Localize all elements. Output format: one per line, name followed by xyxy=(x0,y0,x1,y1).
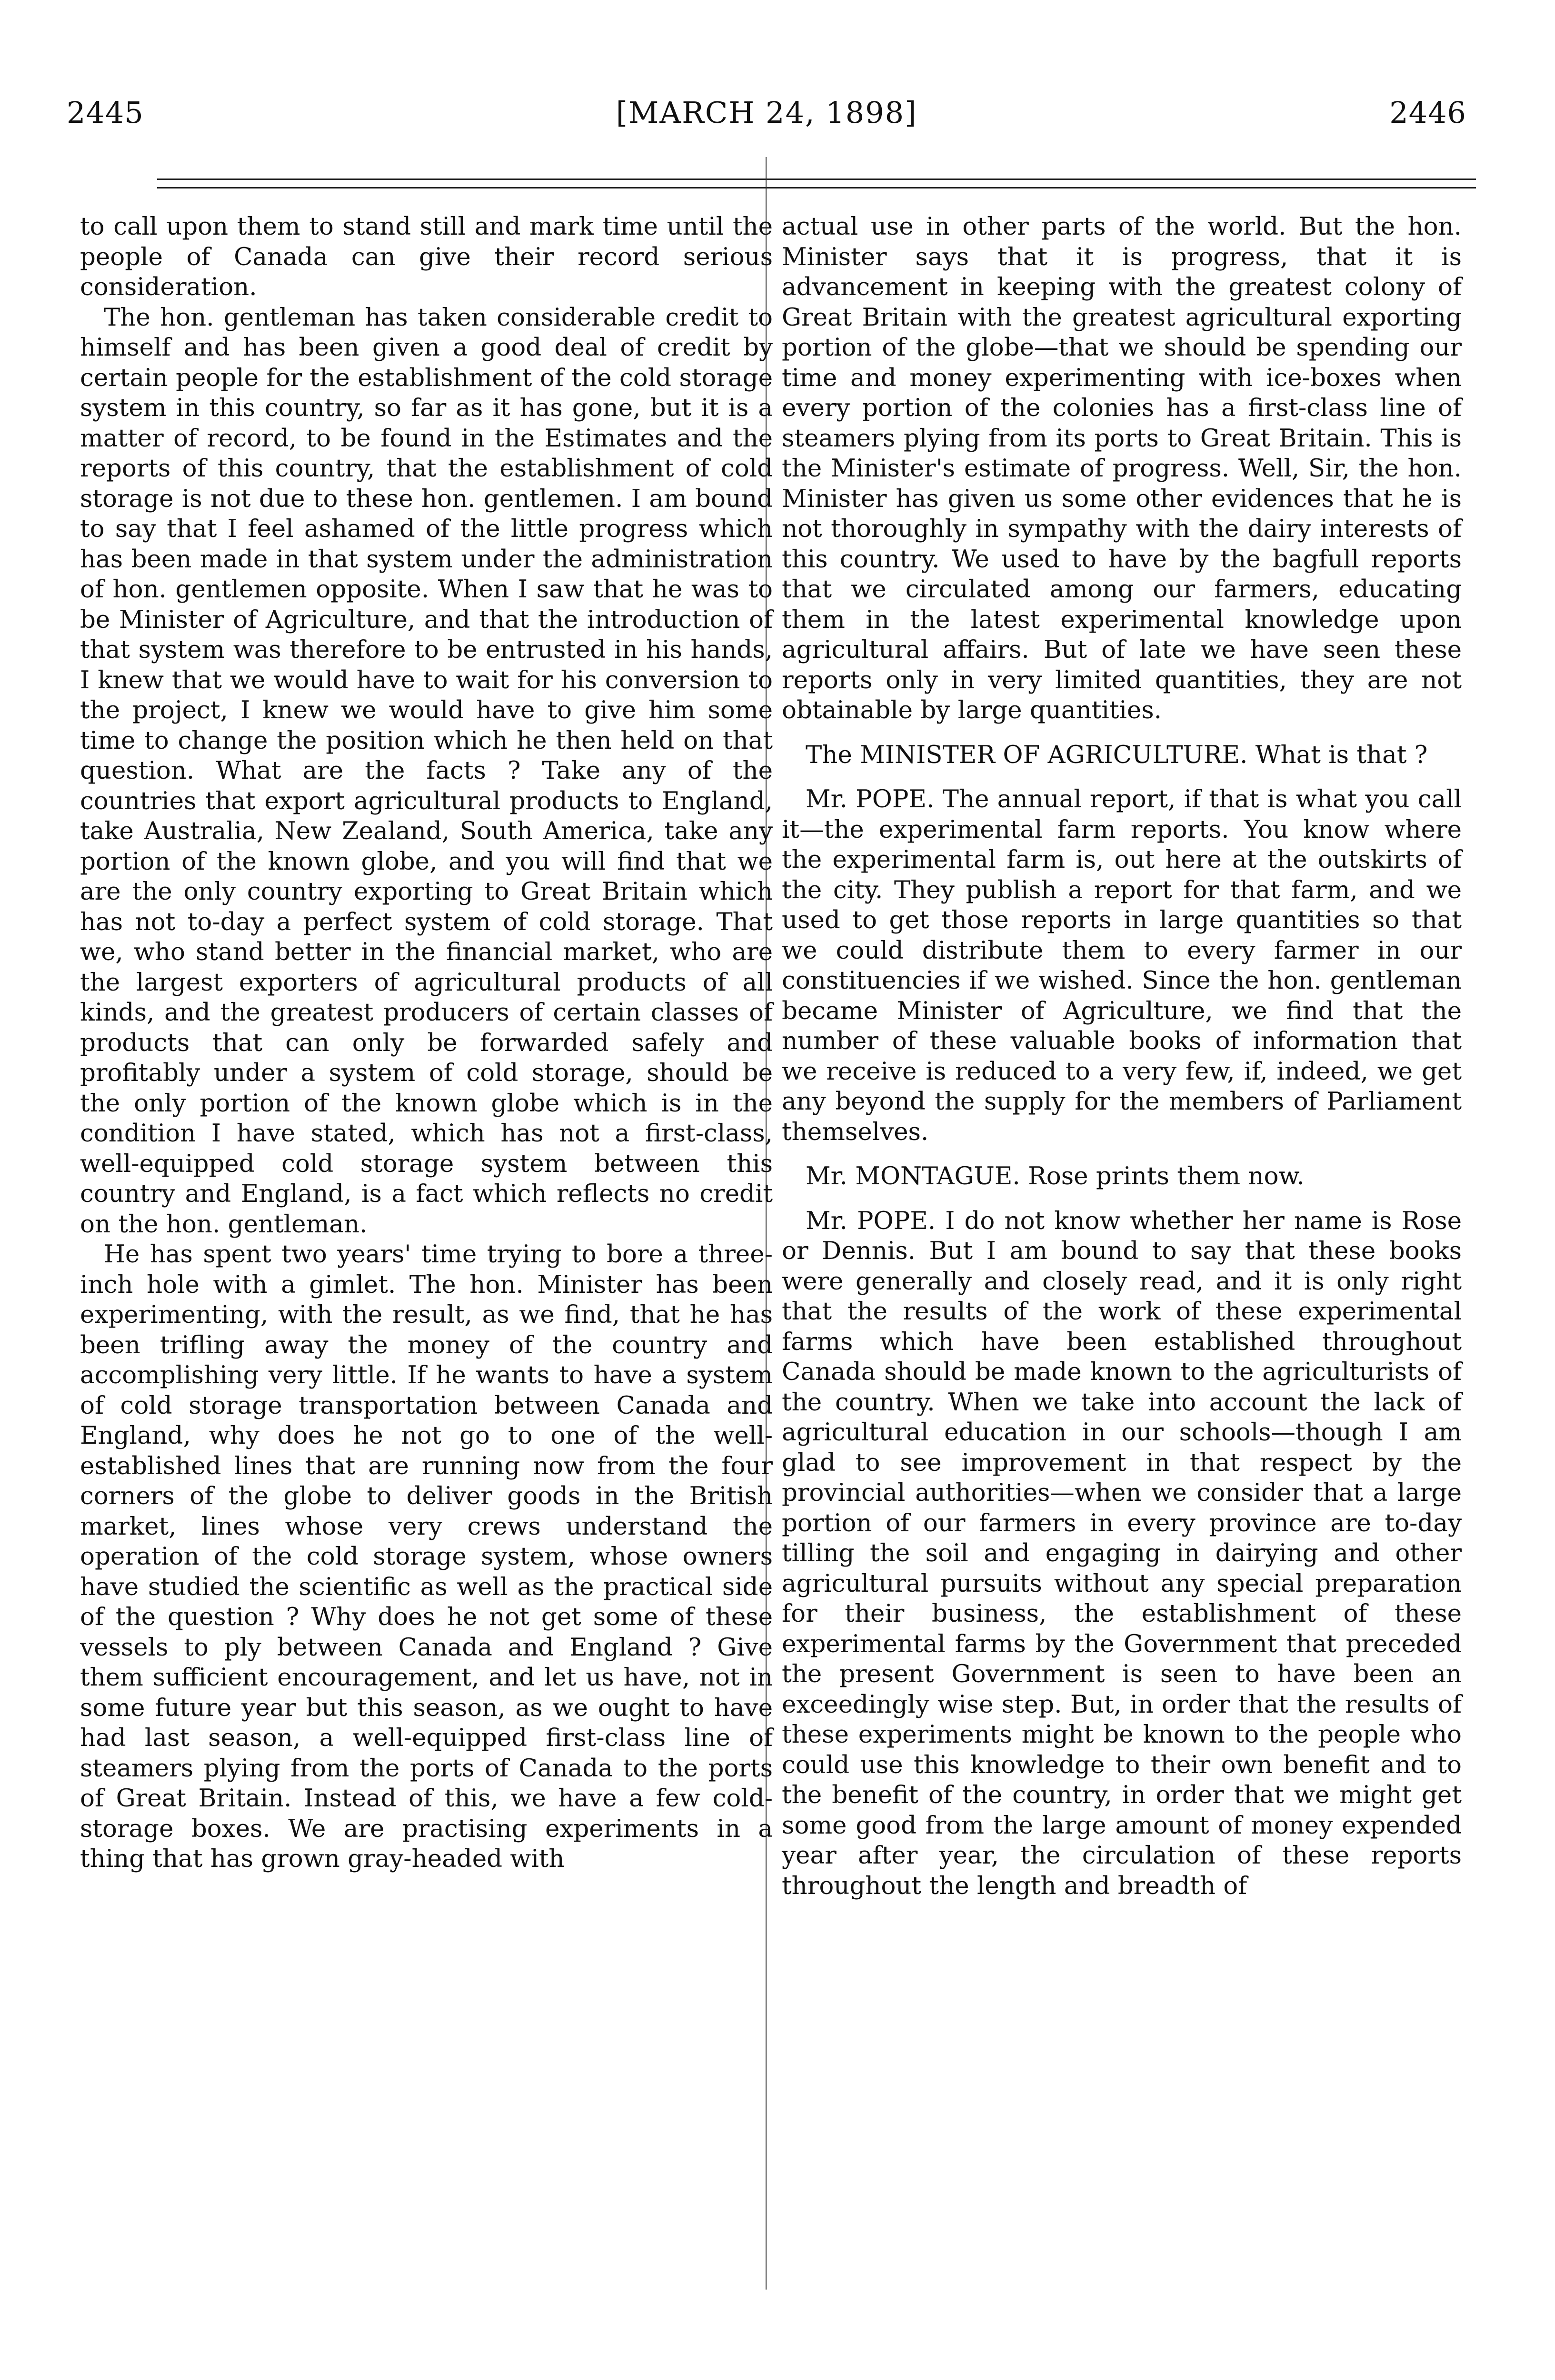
header-rule-top xyxy=(157,178,1476,180)
speech-text: What is that ? xyxy=(1255,740,1428,769)
speech-text: The annual report, if that is what you call it—the experimental farm reports. You know where the experimental farm is, out here at the outskirts of the city. They publish a report for that farm, and we used to get those reports in large quantities so that we could distribute them to every farmer in our constituencies if we wished. Since the hon. gentleman became Minister of Agriculture, we find that the number of these valuable books of information that we receive is reduced to a very few, if, indeed, we get any beyond the supply for the members of Parliament themselves. xyxy=(782,785,1462,1146)
speech-text: I do not know whether her name is Rose or Dennis. But I am bound to say that these books were generally and closely read, and it is only right that the results of the work of these experimental farms which have been established throughout Canada should be made known to the agriculturists of the country. When we take into account the lack of agricultural education in our schools—though I am glad to see improvement in that respect by the provincial authorities—when we consider that a large portion of our farmers in every province are to-day tilling the soil and engaging in dairying and other agricultural pursuits without any special preparation for their business, the establishment of these experimental farms by the Government that preceded the present Government is seen to have been an exceedingly wise step. But, in order that the results of these experiments might be known to the people who could use this knowledge to their own benefit and to the benefit of the country, in order that we might get some good from the large amount of money expended year after year, the circulation of these reports throughout the length and breadth of xyxy=(782,1206,1462,1900)
paragraph: to call upon them to stand still and mark time until the people of Canada can give their record serious consideration. xyxy=(80,212,773,301)
speech-paragraph xyxy=(782,1161,1462,1192)
header-rule-bottom xyxy=(157,187,1476,188)
left-column xyxy=(80,212,773,1874)
paragraph: The hon. gentleman has taken considerable credit to himself and has been given a good deal of credit by certain people for the establishment of the cold storage system in this country, so far as it has gone, but it is a matter of record, to be found in the Estimates and the reports of this country, that the establishment of cold storage is not due to these hon. gentlemen. I am bound to say that I feel ashamed of the little progress which has been made in that system under the administration of hon. gentlemen opposite. When I saw that he was to be Minister of Agriculture, and that the introduction of that system was therefore to be entrusted in his hands, I knew that we would have to wait for his conversion to the project, I knew we would have to give him some time to change the position which he then held on that question. What are the facts ? Take any of the countries that export agricultural products to England, take Australia, New Zealand, South America, take any portion of the known globe, and you will find that we are the only country exporting to Great Britain which has not to-day a perfect system of cold storage. That we, who stand better in the financial market, who are the largest exporters of agricultural products of all kinds, and the greatest producers of certain classes of products that can only be forwarded safely and profitably under a system of cold storage, should be the only portion of the known globe which is in the condition I have stated, which has not a first-class, well-equipped cold storage system between this country and England, is a fact which reflects no credit on the hon. gentleman. xyxy=(80,303,773,1239)
page-header xyxy=(67,95,1466,148)
speech-paragraph xyxy=(782,784,1462,1147)
speech-paragraph xyxy=(782,1206,1462,1902)
speaker-name: Mr. POPE. xyxy=(806,785,935,813)
page-date: [MARCH 24, 1898] xyxy=(616,95,917,130)
speaker-name: Mr. MONTAGUE. xyxy=(806,1162,1020,1190)
paragraph: actual use in other parts of the world. But the hon. Minister says that it is progress, that it is advancement in keeping with the greatest colony of Great Britain with the greatest agricultural exporting portion of the globe—that we should be spending our time and money experimenting with ice-boxes when every portion of the colonies has a first-class line of steamers plying from its ports to Great Britain. This is the Minister's estimate of progress. Well, Sir, the hon. Minister has given us some other evidences that he is not thoroughly in sympathy with the dairy interests of this country. We used to have by the bagfull reports that we circulated among our farmers, educating them in the latest experimental knowledge upon agricultural affairs. But of late we have seen these reports only in very limited quantities, they are not obtainable by large quantities. xyxy=(782,212,1462,724)
speaker-name: Mr. POPE. xyxy=(806,1206,936,1235)
right-column xyxy=(782,212,1462,1901)
page-number-right: 2446 xyxy=(1389,95,1466,130)
speaker-name: The MINISTER OF AGRICULTURE. xyxy=(806,740,1248,769)
page-number-left: 2445 xyxy=(67,95,144,130)
speech-paragraph xyxy=(782,740,1462,771)
speech-text: Rose prints them now. xyxy=(1028,1162,1305,1190)
paragraph: He has spent two years' time trying to bore a three-inch hole with a gimlet. The hon. Minister has been experimenting, with the result, as we find, that he has been trifling away the money of the country and accomplishing very little. If he wants to have a system of cold storage transportation between Canada and England, why does he not go to one of the well-established lines that are running now from the four corners of the globe to deliver goods in the British market, lines whose very crews understand the operation of the cold storage system, whose owners have studied the scientific as well as the practical side of the question ? Why does he not get some of these vessels to ply between Canada and England ? Give them sufficient encouragement, and let us have, not in some future year but this season, as we ought to have had last season, a well-equipped first-class line of steamers plying from the ports of Canada to the ports of Great Britain. Instead of this, we have a few cold-storage boxes. We are practising experiments in a thing that has grown gray-headed with xyxy=(80,1240,773,1873)
